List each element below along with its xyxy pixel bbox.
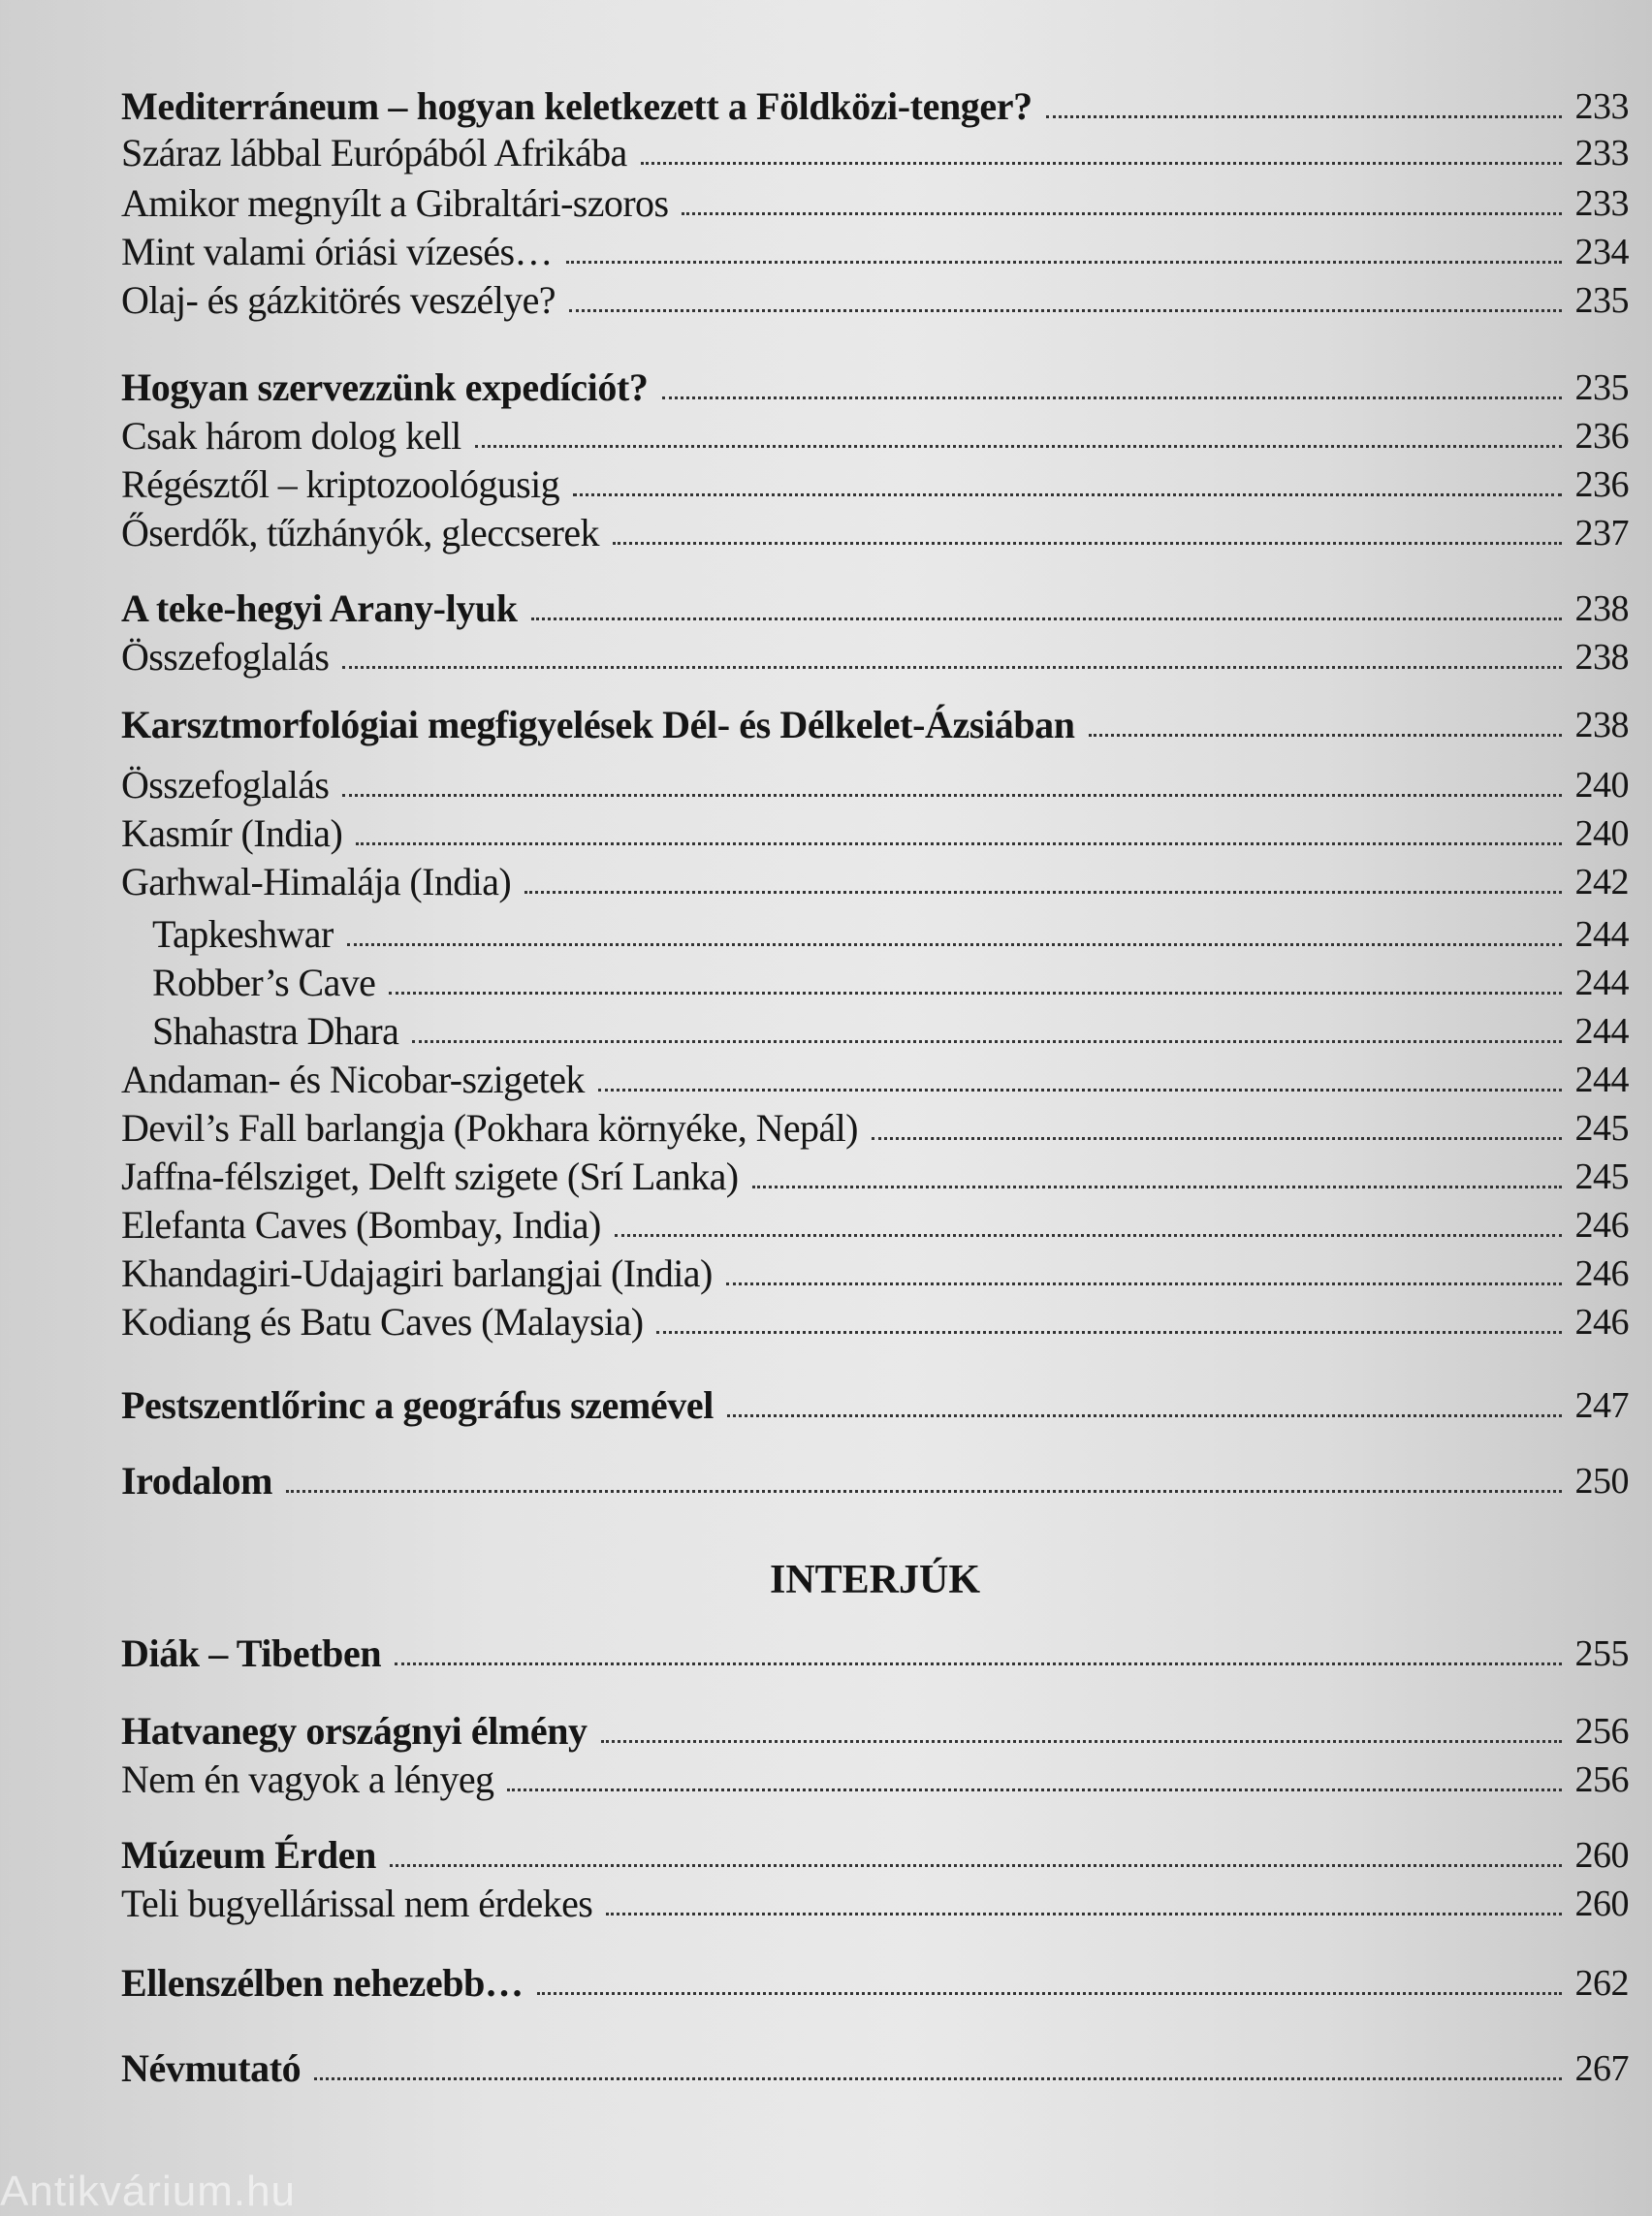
toc-entry — [121, 909, 1629, 958]
toc-entry — [121, 1200, 1629, 1249]
toc-entry — [121, 857, 1629, 905]
toc-entry-page: 246 — [1574, 1253, 1629, 1294]
toc-entry-title: Száraz lábbal Európából Afrikába — [121, 131, 627, 174]
toc-entry-title: Nem én vagyok a lényeg — [121, 1757, 494, 1801]
dot-leader — [569, 309, 1562, 312]
toc-entry — [121, 1958, 1629, 2007]
toc-entry — [121, 1152, 1629, 1200]
toc-entry-page: 242 — [1574, 862, 1629, 902]
toc-entry — [121, 227, 1629, 275]
toc-entry-title: Összefoglalás — [121, 763, 330, 807]
dot-leader — [566, 261, 1562, 264]
toc-entry — [121, 508, 1629, 556]
toc-entry-page: 267 — [1574, 2048, 1629, 2089]
toc-entry — [121, 1055, 1629, 1103]
toc-entry-title: Olaj- és gázkitörés veszélye? — [121, 278, 556, 322]
dot-leader — [727, 1414, 1562, 1417]
toc-entry-page: 233 — [1574, 133, 1629, 174]
toc-entry-page: 233 — [1574, 183, 1629, 224]
toc-entry-page: 246 — [1574, 1205, 1629, 1246]
toc-entry — [121, 275, 1629, 324]
section-heading-interjuk: INTERJÚK — [769, 1558, 981, 1602]
toc-entry — [121, 1006, 1629, 1055]
toc-entry-page: 256 — [1574, 1711, 1629, 1752]
toc-entry-title: Jaffna-félsziget, Delft szigete (Srí Lanka) — [121, 1155, 739, 1198]
toc-entry — [121, 632, 1629, 681]
toc-entry-title: Hogyan szervezzünk expedíciót? — [121, 365, 649, 409]
dot-leader — [573, 493, 1561, 496]
dot-leader — [682, 212, 1561, 215]
toc-entry — [121, 459, 1629, 508]
toc-entry-title: Őserdők, tűzhányók, gleccserek — [121, 511, 599, 554]
toc-entry — [121, 1380, 1629, 1429]
toc-entry — [121, 958, 1629, 1006]
toc-entry-title: Teli bugyellárissal nem érdekes — [121, 1882, 593, 1925]
dot-leader — [872, 1137, 1562, 1140]
dot-leader — [342, 666, 1561, 669]
toc-entry-page: 238 — [1574, 705, 1629, 745]
toc-entry-page: 235 — [1574, 280, 1629, 321]
toc-entry-title: Diák – Tibetben — [121, 1631, 382, 1675]
toc-entry-title: Amikor megnyílt a Gibraltári-szoros — [121, 181, 669, 225]
toc-entry-title: Régésztől – kriptozoológusig — [121, 462, 560, 506]
toc-entry-page: 238 — [1574, 637, 1629, 678]
dot-leader — [412, 1040, 1561, 1043]
toc-entry-page: 238 — [1574, 588, 1629, 629]
dot-leader — [347, 943, 1562, 946]
toc-entry-title: Shahastra Dhara — [152, 1009, 399, 1053]
toc-entry-page: 245 — [1574, 1156, 1629, 1197]
toc-entry — [121, 81, 1629, 130]
toc-entry-page: 235 — [1574, 367, 1629, 408]
toc-entry-title: Irodalom — [121, 1459, 273, 1503]
toc-entry-title: Andaman- és Nicobar-szigetek — [121, 1058, 585, 1101]
dot-leader — [524, 891, 1561, 894]
toc-entry — [121, 411, 1629, 459]
toc-entry — [121, 2043, 1629, 2092]
dot-leader — [342, 794, 1561, 797]
toc-entry-page: 260 — [1574, 1835, 1629, 1876]
toc-entry — [121, 178, 1629, 227]
dot-leader — [390, 1864, 1562, 1867]
toc-entry-title: Garhwal-Himalája (India) — [121, 860, 512, 903]
dot-leader — [726, 1282, 1562, 1285]
dot-leader — [1046, 115, 1562, 118]
dot-leader — [752, 1186, 1562, 1188]
toc-entry-title: Tapkeshwar — [152, 912, 334, 956]
toc-entry-page: 236 — [1574, 416, 1629, 457]
dot-leader — [656, 1331, 1561, 1334]
toc-entry — [121, 1103, 1629, 1152]
toc-entry — [121, 363, 1629, 411]
toc-entry — [121, 1297, 1629, 1345]
dot-leader — [531, 617, 1562, 620]
toc-entry — [121, 760, 1629, 808]
toc-entry-page: 233 — [1574, 86, 1629, 127]
dot-leader — [507, 1789, 1561, 1791]
toc-entry-page: 244 — [1574, 1011, 1629, 1052]
dot-leader — [537, 1992, 1562, 1995]
toc-entry-title: A teke-hegyi Arany-lyuk — [121, 586, 518, 630]
toc-entry-page: 237 — [1574, 513, 1629, 554]
toc-entry-page: 236 — [1574, 464, 1629, 505]
toc-entry-page: 255 — [1574, 1633, 1629, 1674]
toc-entry-title: Robber’s Cave — [152, 961, 376, 1004]
toc-entry-title: Karsztmorfológiai megfigyelések Dél- és Délkelet-Ázsiában — [121, 703, 1075, 746]
toc-entry-title: Mint valami óriási vízesés… — [121, 230, 553, 273]
dot-leader — [356, 842, 1561, 845]
toc-entry-title: Kasmír (India) — [121, 811, 343, 855]
toc-entry-title: Hatvanegy országnyi élmény — [121, 1709, 588, 1753]
toc-entry-title: Elefanta Caves (Bombay, India) — [121, 1203, 601, 1247]
toc-entry-page: 256 — [1574, 1759, 1629, 1800]
toc-entry — [121, 128, 1629, 176]
toc-entry-page: 250 — [1574, 1461, 1629, 1502]
toc-entry-title: Névmutató — [121, 2046, 302, 2090]
toc-entry-title: Ellenszélben nehezebb… — [121, 1961, 524, 2005]
toc-entry-title: Csak három dolog kell — [121, 414, 461, 458]
toc-entry — [121, 1249, 1629, 1297]
dot-leader — [395, 1662, 1561, 1665]
toc-entry-page: 260 — [1574, 1884, 1629, 1924]
dot-leader — [1089, 734, 1562, 737]
dot-leader — [598, 1089, 1562, 1092]
toc-entry — [121, 1755, 1629, 1803]
toc-entry — [121, 584, 1629, 632]
toc-entry-title: Devil’s Fall barlangja (Pokhara környéke, Nepál) — [121, 1106, 858, 1150]
toc-entry — [121, 1629, 1629, 1677]
toc-entry-page: 240 — [1574, 813, 1629, 854]
toc-entry — [121, 808, 1629, 857]
dot-leader — [641, 162, 1562, 165]
toc-entry-page: 246 — [1574, 1302, 1629, 1343]
dot-leader — [314, 2077, 1561, 2080]
dot-leader — [601, 1740, 1562, 1743]
dot-leader — [615, 1234, 1562, 1237]
toc-entry — [121, 1456, 1629, 1504]
toc-entry-title: Khandagiri-Udajagiri barlangjai (India) — [121, 1251, 713, 1295]
dot-leader — [613, 542, 1562, 545]
toc-entry-title: Kodiang és Batu Caves (Malaysia) — [121, 1300, 644, 1344]
toc-entry — [121, 700, 1629, 748]
dot-leader — [662, 396, 1562, 399]
toc-entry-title: Pestszentlőrinc a geográfus szemével — [121, 1383, 714, 1427]
toc-entry-page: 244 — [1574, 914, 1629, 955]
toc-entry-page: 247 — [1574, 1385, 1629, 1426]
toc-entry — [121, 1706, 1629, 1755]
toc-entry-page: 234 — [1574, 232, 1629, 272]
toc-entry-page: 240 — [1574, 765, 1629, 806]
toc-entry-page: 244 — [1574, 1060, 1629, 1100]
dot-leader — [475, 445, 1562, 448]
toc-entry-title: Mediterráneum – hogyan keletkezett a Földközi-tenger? — [121, 84, 1032, 128]
toc-entry-title: Múzeum Érden — [121, 1833, 376, 1877]
toc-entry-page: 262 — [1574, 1963, 1629, 2004]
toc-entry-title: Összefoglalás — [121, 635, 330, 679]
dot-leader — [606, 1913, 1561, 1915]
toc-entry-page: 244 — [1574, 963, 1629, 1003]
toc-entry — [121, 1879, 1629, 1927]
toc-entry-page: 245 — [1574, 1108, 1629, 1149]
toc-entry — [121, 1830, 1629, 1879]
dot-leader — [286, 1490, 1561, 1493]
watermark-text: Antikvárium.hu — [0, 2168, 297, 2215]
dot-leader — [389, 992, 1561, 995]
